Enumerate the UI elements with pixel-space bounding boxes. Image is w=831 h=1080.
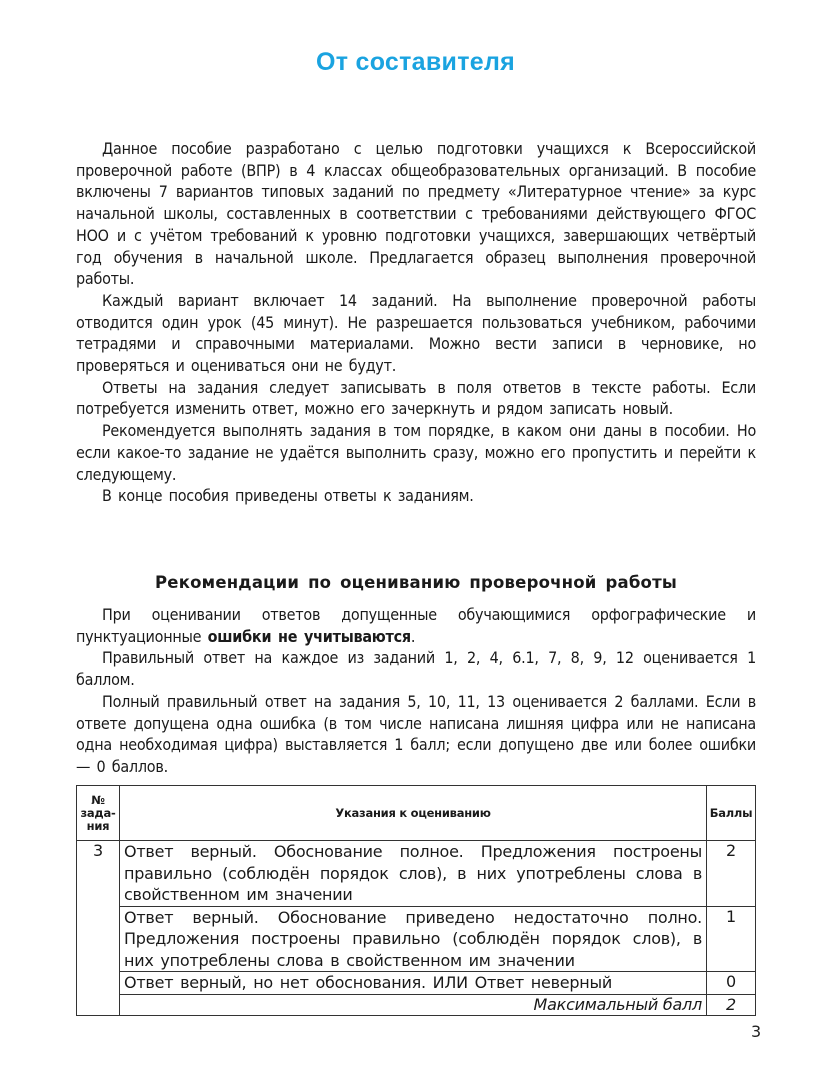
header-task-number (77, 786, 120, 841)
grading-paragraph-1-end: . (410, 626, 416, 646)
intro-paragraph-5: В конце пособия приведены ответы к заданиям. (102, 486, 474, 506)
header-instructions: Указания к оцениванию (120, 786, 707, 841)
grading-paragraph-3: Полный правильный ответ на задания 5, 10, 11, 13 оценивается 2 баллами. Если в ответе допущена одна ошибка (в том числе написана лишняя цифра или не написана одна необходимая цифра) выставляется 1 балл; если допущено две или более ошибки — 0 баллов. (76, 691, 756, 776)
criterion-description: Ответ верный. Обоснование приведено недостаточно полно. Предложения построены правильно (соблюдён порядок слов), в них употреблены слова в свойственном им значении (120, 906, 707, 972)
header-points: Баллы (707, 786, 756, 841)
section-title-grading: Рекомендации по оцениванию проверочной работы (155, 573, 677, 592)
intro-paragraph-2: Каждый вариант включает 14 заданий. На выполнение проверочной работы отводится один урок (45 минут). Не разрешается пользоваться учебником, рабочими тетрадями и справочными материалами. Можно вести записи в черновике, но проверяться и оцениваться они не будут. (76, 290, 756, 376)
header-task-number-line1: № (91, 792, 105, 807)
criterion-description: Ответ верный, но нет обоснования. ИЛИ Ответ неверный (120, 972, 707, 995)
table-header-row (77, 786, 756, 841)
criterion-points: 2 (707, 841, 756, 907)
header-task-number-line2: зада- (80, 805, 116, 820)
criterion-description: Ответ верный. Обоснование полное. Предложения построены правильно (соблюдён порядок слов), в них употреблены слова в свойственном им значении (120, 841, 707, 907)
page-number: 3 (751, 1022, 762, 1041)
grading-rules-section (76, 604, 756, 778)
table-row (77, 972, 756, 995)
grading-paragraph-2: Правильный ответ на каждое из заданий 1, 2, 4, 6.1, 7, 8, 9, 12 оценивается 1 баллом. (76, 648, 756, 690)
grading-paragraph-1-start: При оценивании ответов допущенные обучающимися орфографические и пунктуационные (76, 605, 756, 646)
page-title: От составителя (315, 48, 516, 76)
table-row (77, 841, 756, 907)
max-score-label: Максимальный балл (120, 994, 707, 1015)
task-number-cell: 3 (77, 841, 120, 1016)
table-max-row (77, 994, 756, 1015)
intro-paragraph-3: Ответы на задания следует записывать в поля ответов в тексте работы. Если потребуется изменить ответ, можно его зачеркнуть и рядом записать новый. (76, 377, 756, 419)
criterion-points: 0 (707, 972, 756, 995)
grading-paragraph-1-bold: ошибки не учитываются (207, 626, 411, 646)
intro-section (76, 138, 756, 507)
intro-paragraph-1: Данное пособие разработано с целью подготовки учащихся к Всероссийской проверочной работе (ВПР) в 4 классах общеобразовательных организаций. В пособие включены 7 вариантов типовых заданий по предмету «Литературное чтение» за курс начальной школы, составленных в соответствии с требованиями действующего ФГОС НОО и с учётом требований к уровню подготовки учащихся, завершающих четвёртый год обучения в начальной школе. Предлагается образец выполнения проверочной работы. (76, 139, 756, 289)
intro-paragraph-4: Рекомендуется выполнять задания в том порядке, в каком они даны в пособии. Но если какое-то задание не удаётся выполнить сразу, можно его пропустить и перейти к следующему. (76, 421, 756, 484)
table-row (77, 906, 756, 972)
max-score-value: 2 (707, 994, 756, 1015)
grading-table (76, 785, 756, 1016)
header-task-number-line3: ния (86, 818, 110, 833)
grading-paragraph-1 (76, 604, 756, 647)
criterion-points: 1 (707, 906, 756, 972)
